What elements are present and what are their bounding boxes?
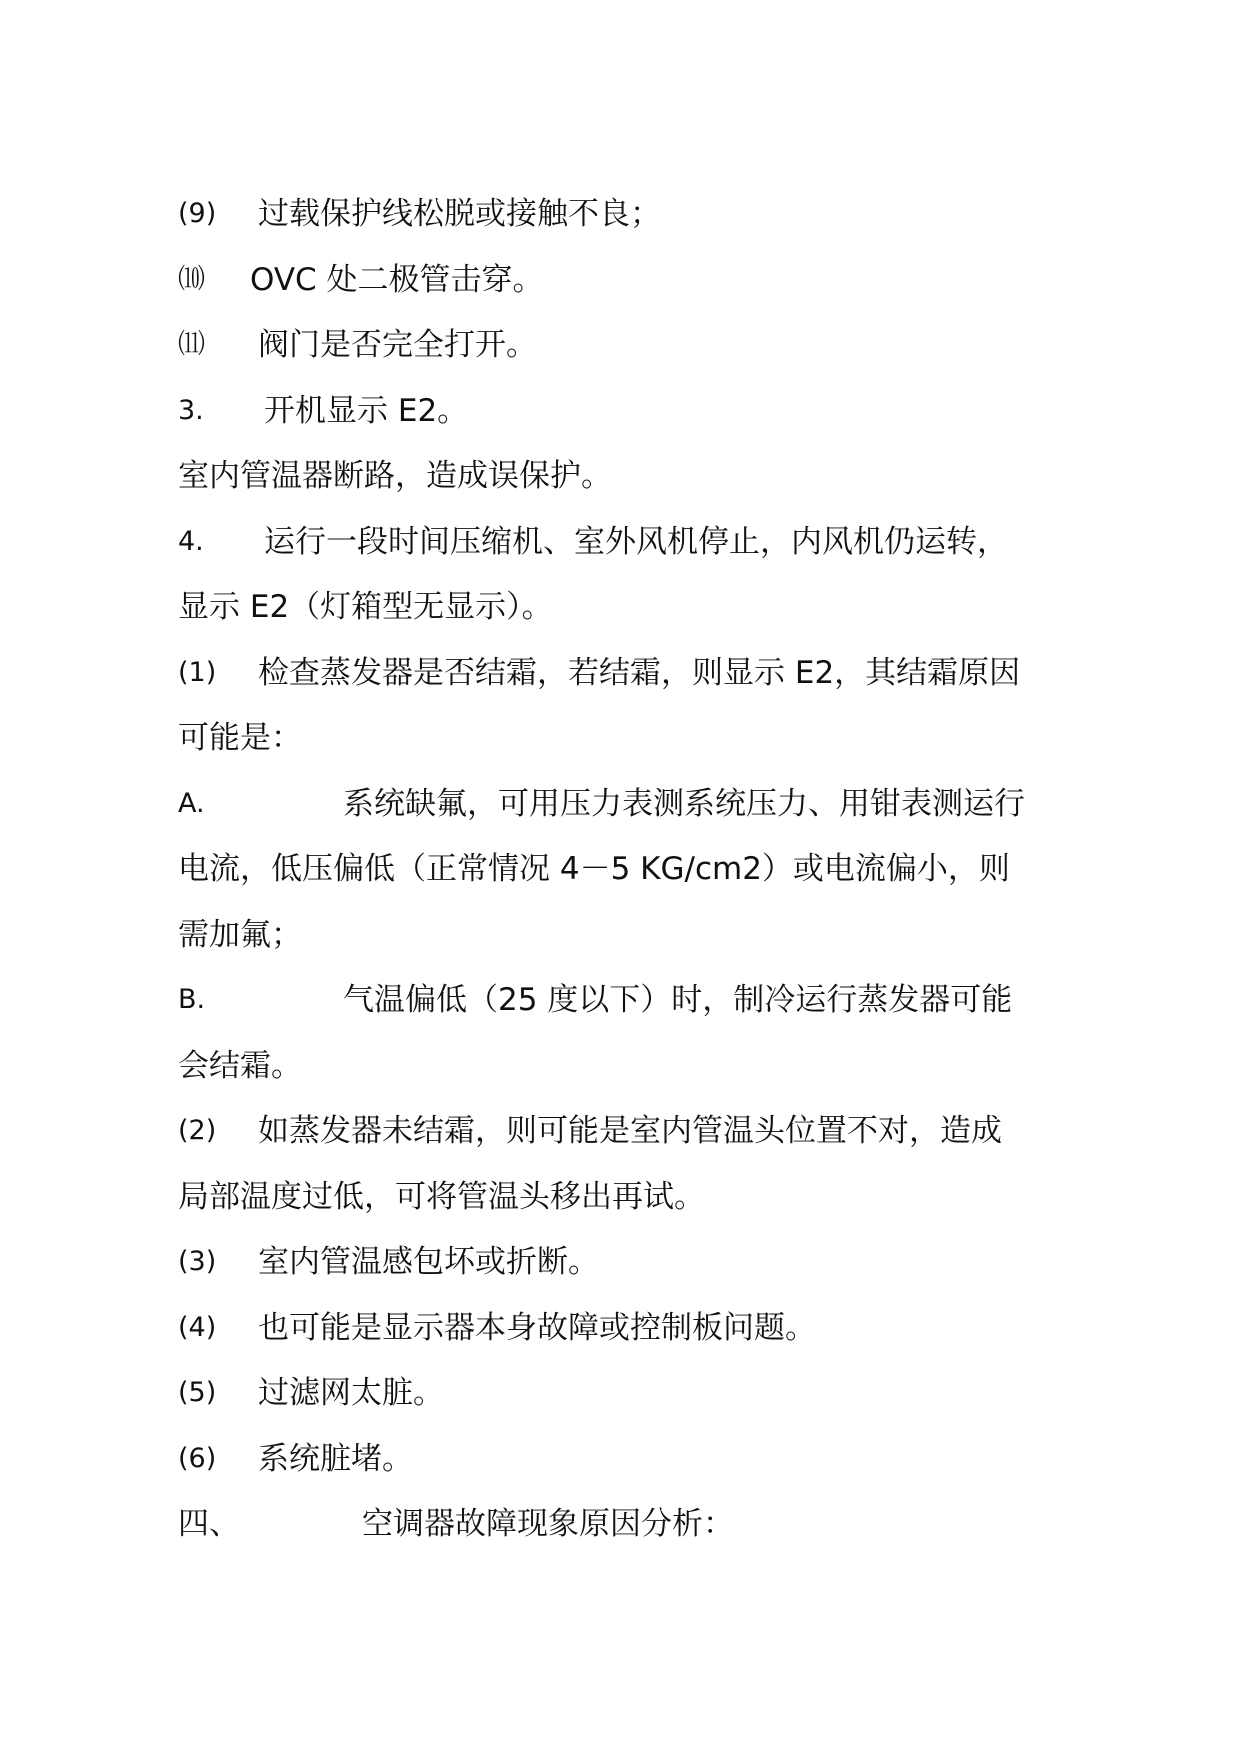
section-heading-3 — [178, 384, 1068, 450]
paragraph-text: OVC 处二极管击穿。 — [250, 261, 544, 298]
paragraph-line — [178, 908, 1068, 974]
list-marker: 四、 — [178, 1506, 240, 1542]
list-item-6 — [178, 1432, 1068, 1498]
paragraph-text: 阀门是否完全打开。 — [258, 327, 537, 363]
paragraph-text: 电流，低压偏低（正常情况 4－5 KG/cm2）或电流偏小，则 — [178, 851, 1010, 887]
list-item-b — [178, 973, 1068, 1039]
paragraph-text: 开机显示 E2。 — [264, 392, 469, 429]
list-marker: (9) — [178, 198, 217, 229]
paragraph-text: 空调器故障现象原因分析： — [362, 1506, 734, 1542]
list-marker: (5) — [178, 1377, 217, 1408]
list-marker: 3. — [178, 394, 204, 426]
list-item-1 — [178, 646, 1068, 712]
list-marker: (4) — [178, 1311, 217, 1343]
list-marker: 4. — [178, 525, 204, 557]
list-marker: (6) — [178, 1442, 217, 1474]
paragraph-line — [178, 842, 1068, 908]
list-item-3 — [178, 1235, 1068, 1301]
list-marker: (1) — [178, 656, 217, 688]
list-marker: ⑽ — [178, 263, 205, 295]
paragraph-text: 过载保护线松脱或接触不良； — [258, 196, 661, 232]
list-marker: (3) — [178, 1246, 217, 1277]
list-item-5 — [178, 1366, 1068, 1432]
list-item-10 — [178, 253, 1068, 319]
list-item-9 — [178, 187, 1068, 253]
list-item-4 — [178, 1301, 1068, 1367]
paragraph-text: 检查蒸发器是否结霜，若结霜，则显示 E2，其结霜原因 — [258, 654, 1021, 691]
list-item-11 — [178, 318, 1068, 384]
list-item-2 — [178, 1104, 1068, 1170]
paragraph-text: 系统脏堵。 — [258, 1440, 413, 1477]
list-item-a — [178, 777, 1068, 843]
paragraph-line — [178, 1170, 1068, 1236]
paragraph-text: 气温偏低（25 度以下）时，制冷运行蒸发器可能 — [343, 982, 1013, 1018]
paragraph-line — [178, 449, 1068, 515]
section-heading-4 — [178, 515, 1068, 581]
list-marker: B. — [178, 984, 206, 1015]
paragraph-line — [178, 1039, 1068, 1105]
paragraph-text: 过滤网太脏。 — [258, 1375, 444, 1411]
paragraph-text: 运行一段时间压缩机、室外风机停止，内风机仍运转， — [264, 523, 1008, 560]
list-marker: (2) — [178, 1115, 217, 1146]
list-marker: ⑾ — [178, 329, 205, 360]
paragraph-text: 需加氟； — [178, 916, 302, 953]
paragraph-line — [178, 711, 1068, 777]
paragraph-text: 可能是： — [178, 720, 302, 756]
paragraph-text: 会结霜。 — [178, 1047, 302, 1084]
section-heading-four — [178, 1497, 1068, 1563]
paragraph-text: 也可能是显示器本身故障或控制板问题。 — [258, 1309, 816, 1346]
list-marker: A. — [178, 787, 205, 819]
paragraph-text: 显示 E2（灯箱型无显示）。 — [178, 589, 553, 625]
paragraph-text: 室内管温感包坏或折断。 — [258, 1244, 599, 1280]
paragraph-line — [178, 580, 1068, 646]
paragraph-text: 如蒸发器未结霜，则可能是室内管温头位置不对，造成 — [258, 1113, 1002, 1149]
document-body — [178, 187, 1068, 1563]
paragraph-text: 局部温度过低，可将管温头移出再试。 — [178, 1178, 705, 1215]
paragraph-text: 室内管温器断路，造成误保护。 — [178, 458, 612, 494]
paragraph-text: 系统缺氟，可用压力表测系统压力、用钳表测运行 — [343, 785, 1025, 822]
